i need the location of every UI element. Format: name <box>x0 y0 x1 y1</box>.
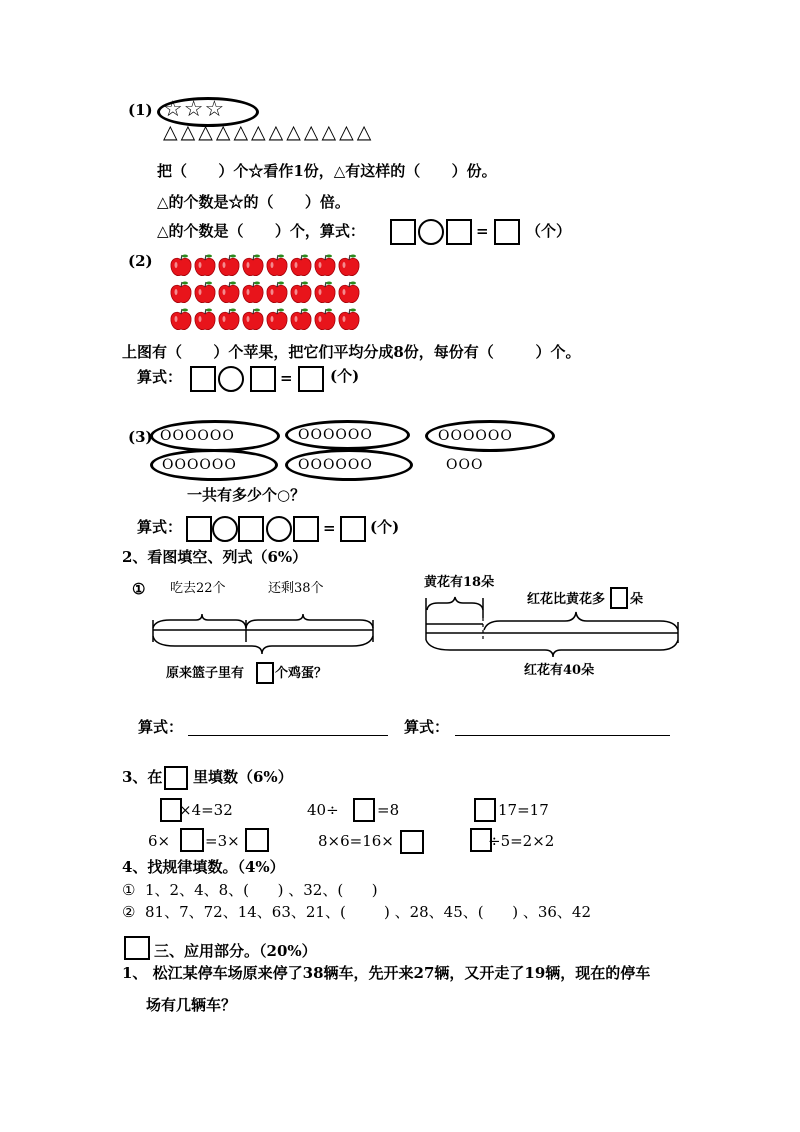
section3-title: 3、在 <box>122 768 163 786</box>
part2-line1: 上图有（ ）个苹果，把它们平均分成8份，每份有（ ）个。 <box>122 343 581 361</box>
egg-question: 原来篮子里有 <box>166 666 245 681</box>
answer-line[interactable] <box>455 735 670 736</box>
circle-row: OOO <box>446 457 484 473</box>
unit-label: （个） <box>526 222 572 240</box>
circle-row: OOOOOO <box>160 428 235 444</box>
part1-label: (1) <box>128 101 153 119</box>
equation: =8 <box>377 801 400 819</box>
pattern-line: ① 1、2、4、8、( ) 、32、( ) <box>122 881 378 899</box>
formula-label: 算式： <box>137 368 183 386</box>
red-label: 红花有40朵 <box>524 663 595 678</box>
part3-label: (3) <box>128 428 153 446</box>
part2-label: (2) <box>128 252 153 270</box>
circle-row: OOOOOO <box>162 457 237 473</box>
equation: ×4=32 <box>179 801 233 819</box>
answer-box[interactable] <box>474 798 496 822</box>
pattern-line: ② 81、7、72、14、63、21、( ) 、28、45、( ) 、36、42 <box>122 903 592 921</box>
section-application-title: 三、应用部分。（20%） <box>154 942 317 960</box>
equation: 40÷ <box>307 801 339 819</box>
problem-number: ① <box>132 580 146 598</box>
eaten-label: 吃去22个 <box>170 581 226 596</box>
part3-question: 一共有多少个○？ <box>187 486 306 504</box>
unit-label: (个) <box>370 518 400 536</box>
section2-title: 2、看图填空、列式（6%） <box>122 548 308 566</box>
equation: =3× <box>205 832 240 850</box>
left-label: 还剩38个 <box>268 581 324 596</box>
formula-label: 算式： <box>138 718 184 736</box>
section3-title-end: 里填数（6%） <box>193 768 293 786</box>
circle-row: OOOOOO <box>298 427 373 443</box>
formula-label: 算式： <box>404 718 450 736</box>
answer-box[interactable] <box>245 828 269 852</box>
circle-row: OOOOOO <box>438 428 513 444</box>
formula-label: 算式： <box>137 518 183 536</box>
section4-title: 4、找规律填数。（4%） <box>122 858 285 876</box>
answer-box[interactable] <box>180 828 204 852</box>
equation: 17=17 <box>498 801 549 819</box>
equation: 6× <box>148 832 171 850</box>
compare-label: 红花比黄花多 <box>527 592 606 607</box>
compare-label-end: 朵 <box>630 592 644 607</box>
triangles-row: △△△△△△△△△△△△ <box>163 121 375 143</box>
score-box[interactable] <box>124 936 150 960</box>
question-1-cont: 场有几辆车？ <box>146 996 237 1014</box>
equation: 8×6=16× <box>318 832 394 850</box>
answer-line[interactable] <box>188 735 388 736</box>
equals-sign: = <box>323 519 336 537</box>
part1-line1: 把（ ）个☆看作1份，△有这样的（ ）份。 <box>157 162 497 180</box>
stars-row: ☆☆☆ <box>163 97 226 122</box>
yellow-label: 黄花有18朵 <box>424 575 495 590</box>
circle-row: OOOOOO <box>298 457 373 473</box>
equals-sign: = <box>476 222 489 240</box>
part1-line2: △的个数是☆的（ ）倍。 <box>157 193 350 211</box>
part1-line3: △的个数是（ ）个，算式： <box>157 222 365 240</box>
answer-box[interactable] <box>164 766 188 790</box>
question-1: 1、 松江某停车场原来停了38辆车，先开来27辆，又开走了19辆，现在的停车 <box>122 964 651 982</box>
unit-label: (个) <box>330 367 360 385</box>
answer-box[interactable] <box>400 830 424 854</box>
answer-box[interactable] <box>353 798 375 822</box>
egg-question-end: 个鸡蛋？ <box>275 666 328 681</box>
equation: ÷5=2×2 <box>488 832 555 850</box>
equals-sign: = <box>280 369 293 387</box>
